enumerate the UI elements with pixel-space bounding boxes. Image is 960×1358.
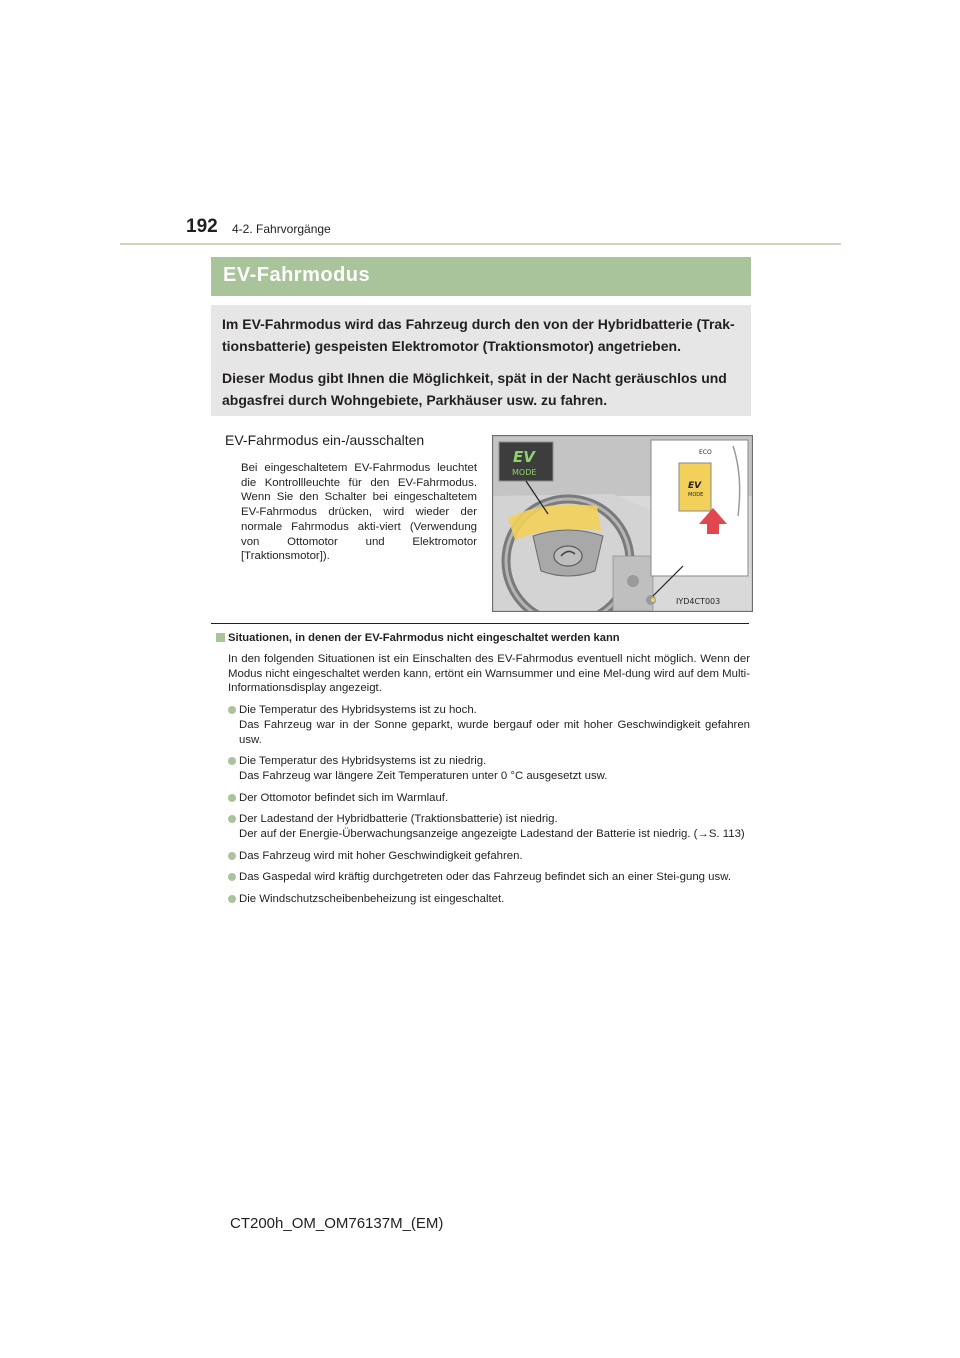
bullet-icon xyxy=(228,852,236,860)
figure-code: IYD4CT003 xyxy=(676,597,721,606)
header-rule xyxy=(120,243,841,245)
list-item-title: Das Gaspedal wird kräftig durchgetreten oder das Fahrzeug befindet sich an einer Stei-gung usw. xyxy=(239,871,731,884)
switch-description: Bei eingeschaltetem EV-Fahrmodus leuchtet die Kontrollleuchte für den EV-Fahrmodus. Wenn Sie den Schalter bei eingeschaltetem EV-Fahrmodus drücken, wird wieder der normale Fahrmodus akti-viert (Verwendung von Ottomotor und Elektromotor [Traktionsmotor]). xyxy=(241,462,477,563)
bullet-icon xyxy=(228,757,236,765)
bullet-icon xyxy=(228,706,236,714)
list-item-title: Das Fahrzeug wird mit hoher Geschwindigkeit gefahren. xyxy=(239,849,523,862)
eco-label: ECO xyxy=(699,449,712,456)
section-title-bar xyxy=(211,257,751,296)
dashboard-illustration xyxy=(492,435,753,612)
dashboard-drawing xyxy=(493,436,752,611)
ev-button-mode-text: MODE xyxy=(688,492,704,498)
ev-indicator-text: EV xyxy=(513,448,535,466)
section-title: EV-Fahrmodus xyxy=(223,264,371,286)
list-item xyxy=(228,754,750,783)
document-footer: CT200h_OM_OM76137M_(EM) xyxy=(230,1215,444,1232)
intro-paragraph: Dieser Modus gibt Ihnen die Möglichkeit, spät in der Nacht geräuschlos und abgasfrei durch Wohngebiete, Parkhäuser usw. zu fahren. xyxy=(222,370,727,408)
list-item-title: Die Windschutzscheibenbeheizung ist eingeschaltet. xyxy=(239,893,505,906)
bullet-icon xyxy=(228,815,236,823)
intro-box xyxy=(211,305,751,416)
bullet-icon xyxy=(228,873,236,881)
switch-heading: EV-Fahrmodus ein-/ausschalten xyxy=(225,432,425,448)
conditions-intro: In den folgenden Situationen ist ein Einschalten des EV-Fahrmodus eventuell nicht möglich. Wenn der Modus nicht eingeschaltet werden kann, ertönt ein Warnsummer und eine Mel-dung wird auf dem Multi-Informationsdisplay angezeigt. xyxy=(228,653,750,695)
list-item-title: Die Temperatur des Hybridsystems ist zu niedrig. xyxy=(239,755,487,768)
list-item xyxy=(228,892,750,907)
list-item-title: Der Ottomotor befindet sich im Warmlauf. xyxy=(239,791,449,804)
bullet-icon xyxy=(228,794,236,802)
list-item xyxy=(228,812,750,841)
list-item-detail: Das Fahrzeug war in der Sonne geparkt, wurde bergauf oder mit hoher Geschwindigkeit gefahren usw. xyxy=(239,718,750,746)
separator-rule xyxy=(211,623,749,624)
list-item xyxy=(228,870,750,885)
list-item xyxy=(228,703,750,747)
list-item-detail: Das Fahrzeug war längere Zeit Temperaturen unter 0 °C ausgesetzt usw. xyxy=(239,769,608,782)
list-item-title: Die Temperatur des Hybridsystems ist zu hoch. xyxy=(239,704,477,717)
page-number: 192 xyxy=(186,216,218,237)
ev-button-text: EV xyxy=(688,481,702,491)
list-item xyxy=(228,791,750,806)
list-item xyxy=(228,849,750,864)
intro-paragraph: Im EV-Fahrmodus wird das Fahrzeug durch den von der Hybridbatterie (Trak-tionsbatterie) gespeisten Elektromotor (Traktionsmotor) angetrieben. xyxy=(222,316,735,354)
bullet-icon xyxy=(228,895,236,903)
ev-indicator-mode-text: MODE xyxy=(512,468,537,477)
list-item-title: Der Ladestand der Hybridbatterie (Traktionsbatterie) ist niedrig. xyxy=(239,813,558,826)
conditions-heading xyxy=(216,632,750,644)
list-item-detail: Der auf der Energie-Überwachungsanzeige angezeigte Ladestand der Batterie ist niedrig. (→S. 113) xyxy=(239,828,745,841)
conditions-section xyxy=(228,632,750,914)
conditions-heading-text: Situationen, in denen der EV-Fahrmodus nicht eingeschaltet werden kann xyxy=(228,632,620,644)
section-reference: 4-2. Fahrvorgänge xyxy=(232,222,331,236)
square-bullet-icon xyxy=(216,633,225,642)
